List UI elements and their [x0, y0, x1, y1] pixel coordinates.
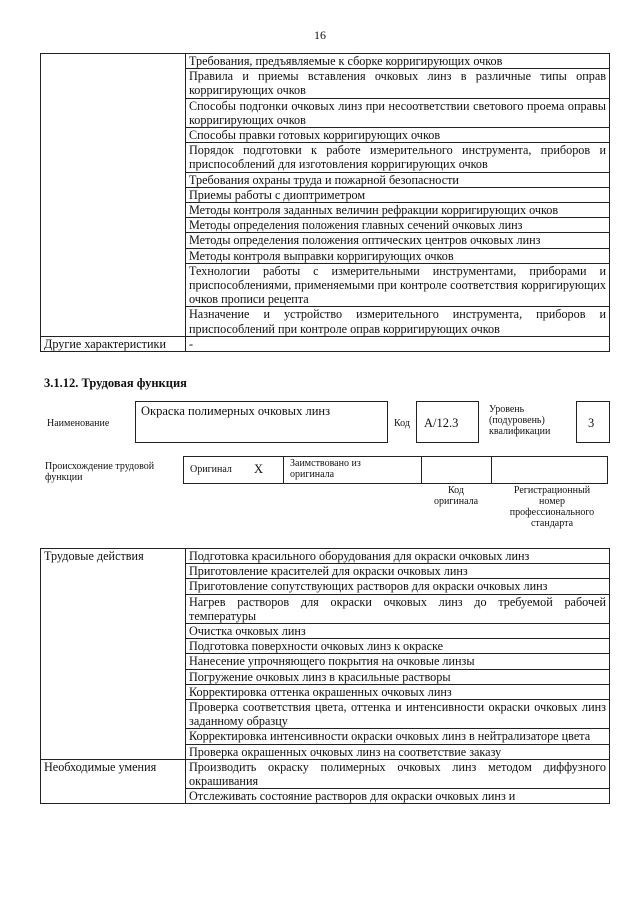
knowledge-item: Способы правки готовых корригирующих очков [186, 128, 610, 143]
labor-actions-table [40, 548, 610, 804]
labor-action-item: Очистка очковых линз [186, 624, 610, 639]
other-characteristics-row [41, 336, 610, 351]
code-original-cell [421, 456, 492, 484]
origin-label: Происхождение трудовой функции [45, 461, 155, 483]
skill-label: Необходимые умения [41, 759, 186, 804]
code-label: Код [394, 418, 410, 429]
reg-number-caption: Регистрационный номер профессионального стандарта [509, 485, 595, 529]
code-value: A/12.3 [424, 416, 459, 430]
knowledge-row [41, 54, 610, 69]
labor-action-item: Корректировка оттенка окрашенных очковых линз [186, 684, 610, 699]
other-characteristics-value: - [186, 336, 610, 351]
level-label: Уровень (подуровень) квалификации [489, 404, 551, 437]
knowledge-item: Приемы работы с диоптриметром [186, 187, 610, 202]
labor-action-item: Погружение очковых линз в красильные растворы [186, 669, 610, 684]
knowledge-label-cell [41, 54, 186, 337]
knowledge-table [40, 53, 610, 352]
skill-item: Производить окраску полимерных очковых линз методом диффузного окрашивания [186, 759, 610, 788]
original-mark: X [254, 462, 264, 476]
labor-action-item: Подготовка красильного оборудования для окраски очковых линз [186, 549, 610, 564]
name-label: Наименование [47, 418, 110, 429]
knowledge-item: Требования, предъявляемые к сборке корригирующих очков [186, 54, 610, 69]
labor-action-item: Нанесение упрочняющего покрытия на очковые линзы [186, 654, 610, 669]
knowledge-item: Порядок подготовки к работе измерительного инструмента, приборов и приспособлений для изготовления корригирующих очков [186, 143, 610, 172]
labor-action-item: Приготовление сопутствующих растворов для окраски очковых линз [186, 579, 610, 594]
knowledge-item: Назначение и устройство измерительного инструмента, приборов и приспособлений при контроле оправ корригирующих очков [186, 307, 610, 336]
skill [41, 759, 610, 788]
knowledge-item: Методы определения положения оптических центров очковых линз [186, 233, 610, 248]
original-label: Оригинал [190, 464, 232, 475]
labor-action-item: Подготовка поверхности очковых линз к окраске [186, 639, 610, 654]
knowledge-item: Правила и приемы вставления очковых линз в различные типы оправ корригирующих очков [186, 69, 610, 98]
other-characteristics-label: Другие характеристики [41, 336, 186, 351]
knowledge-item: Технологии работы с измерительными инструментами, приборами и приспособлениями, применяемыми при контроле соответствия корригирующих очков прописи рецепта [186, 263, 610, 307]
knowledge-item: Способы подгонки очковых линз при несоответствии светового проема оправы корригирующих очков [186, 98, 610, 127]
code-original-caption: Код оригинала [433, 485, 479, 507]
knowledge-item: Методы контроля выправки корригирующих очков [186, 248, 610, 263]
skill-item: Отслеживать состояние растворов для окраски очковых линз и [186, 789, 610, 804]
section-heading: 3.1.12. Трудовая функция [44, 376, 187, 390]
labor-action-item: Проверка окрашенных очковых линз на соответствие заказу [186, 744, 610, 759]
labor-action-item: Проверка соответствия цвета, оттенка и интенсивности окраски очковых линз заданному образцу [186, 700, 610, 729]
labor-action-item: Нагрев растворов для окраски очковых линз до требуемой рабочей температуры [186, 594, 610, 623]
labor-action-item: Приготовление красителей для окраски очковых линз [186, 564, 610, 579]
borrowed-label: Заимствовано из оригинала [290, 458, 361, 480]
knowledge-item: Методы контроля заданных величин рефракции корригирующих очков [186, 203, 610, 218]
labor-action-item: Корректировка интенсивности окраски очковых линз в нейтрализаторе цвета [186, 729, 610, 744]
labor-action [41, 549, 610, 564]
name-value: Окраска полимерных очковых линз [141, 404, 331, 418]
level-value: 3 [588, 416, 595, 430]
labor-action-label: Трудовые действия [41, 549, 186, 760]
page-number: 16 [314, 28, 326, 42]
knowledge-item: Требования охраны труда и пожарной безопасности [186, 172, 610, 187]
knowledge-item: Методы определения положения главных сечений очковых линз [186, 218, 610, 233]
